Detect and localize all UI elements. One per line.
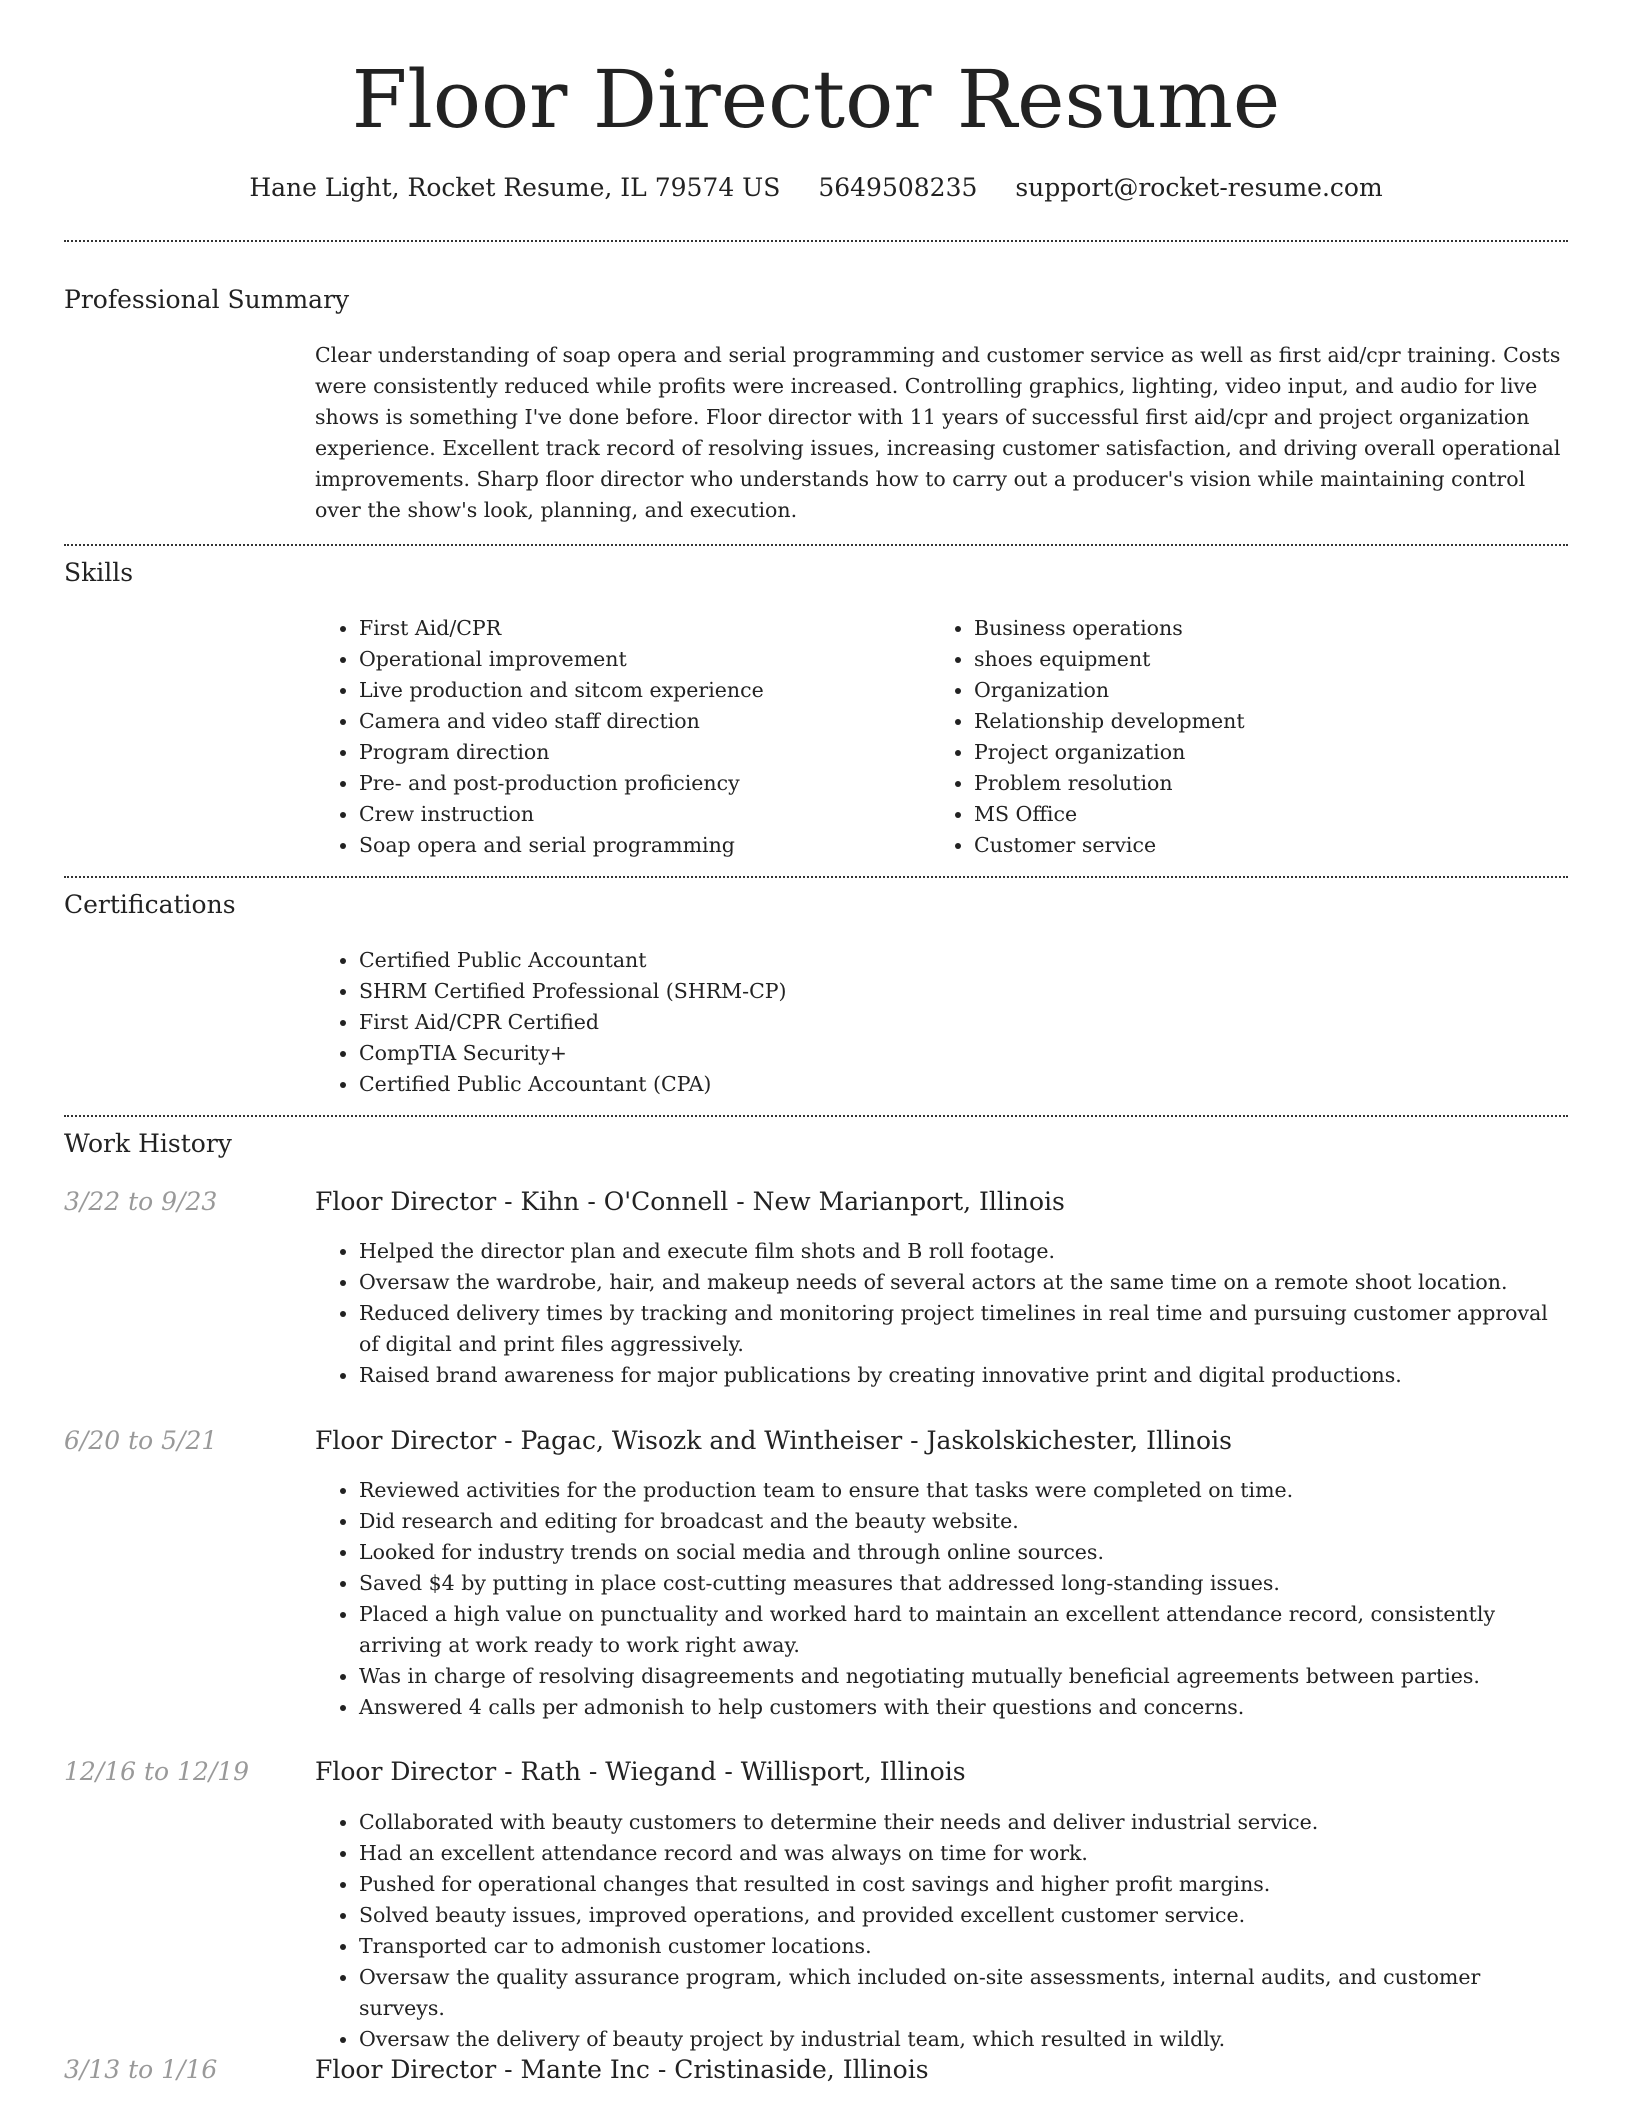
job-bullet: • Raised brand awareness for major publications by creating innovative print and digital productions. <box>359 1360 1569 1391</box>
job-title: Floor Director - Rath - Wiegand - Willisport, Illinois <box>315 1757 966 1786</box>
skill-item: • Pre- and post-production proficiency <box>359 768 929 799</box>
skill-item: • shoes equipment <box>974 644 1574 675</box>
job-bullet: • Saved $4 by putting in place cost-cutting measures that addressed long-standing issues. <box>359 1568 1569 1599</box>
skill-item: • Live production and sitcom experience <box>359 675 929 706</box>
contact-phone: 5649508235 <box>818 173 978 202</box>
section-divider <box>64 240 1568 242</box>
skills-list-right <box>930 613 1574 861</box>
contact-email: support@rocket-resume.com <box>1015 173 1383 202</box>
skill-item: • Business operations <box>974 613 1574 644</box>
skill-item: • Organization <box>974 675 1574 706</box>
summary-heading: Professional Summary <box>64 285 350 314</box>
skill-item: • Crew instruction <box>359 799 929 830</box>
work-history-heading: Work History <box>64 1129 232 1158</box>
job-bullet: • Placed a high value on punctuality and worked hard to maintain an excellent attendance record, consistently arriving at work ready to work right away. <box>359 1599 1569 1661</box>
section-divider <box>64 1115 1568 1117</box>
job-bullets <box>315 1475 1569 1723</box>
job-title: Floor Director - Kihn - O'Connell - New Marianport, Illinois <box>315 1187 1065 1216</box>
skill-item: • Program direction <box>359 737 929 768</box>
section-divider <box>64 876 1568 878</box>
job-title: Floor Director - Mante Inc - Cristinaside, Illinois <box>315 2055 929 2084</box>
job-bullet: • Oversaw the wardrobe, hair, and makeup needs of several actors at the same time on a remote shoot location. <box>359 1267 1569 1298</box>
certifications-list <box>315 945 1569 1100</box>
job-bullet: • Solved beauty issues, improved operations, and provided excellent customer service. <box>359 1900 1569 1931</box>
certification-item: • Certified Public Accountant (CPA) <box>359 1069 1569 1100</box>
skill-item: • Soap opera and serial programming <box>359 830 929 861</box>
job-bullet: • Reviewed activities for the production team to ensure that tasks were completed on time. <box>359 1475 1569 1506</box>
certification-item: • SHRM Certified Professional (SHRM-CP) <box>359 976 1569 1007</box>
resume-title: Floor Director Resume <box>351 53 1281 146</box>
job-bullet: • Had an excellent attendance record and was always on time for work. <box>359 1838 1569 1869</box>
certifications-heading: Certifications <box>64 890 236 919</box>
skills-heading: Skills <box>64 558 134 587</box>
job-dates: 3/22 to 9/23 <box>64 1187 218 1216</box>
skill-item: • Problem resolution <box>974 768 1574 799</box>
certification-item: • First Aid/CPR Certified <box>359 1007 1569 1038</box>
job-bullet: • Looked for industry trends on social media and through online sources. <box>359 1537 1569 1568</box>
job-bullet: • Answered 4 calls per admonish to help customers with their questions and concerns. <box>359 1692 1569 1723</box>
section-divider <box>64 544 1568 546</box>
skill-item: • Camera and video staff direction <box>359 706 929 737</box>
skill-item: • Relationship development <box>974 706 1574 737</box>
job-bullet: • Was in charge of resolving disagreements and negotiating mutually beneficial agreements between parties. <box>359 1661 1569 1692</box>
summary-text: Clear understanding of soap opera and serial programming and customer service as well as first aid/cpr training. Costs were consistently reduced while profits were increased. Controlling graphics, lighting, video input, and audio for live shows is something I've done before. Floor director with 11 years of successful first aid/cpr and project organization experience. Excellent track record of resolving issues, increasing customer satisfaction, and driving overall operational improvements. Sharp floor director who understands how to carry out a producer's vision while maintaining control over the show's look, planning, and execution. <box>315 343 1561 522</box>
skill-item: • MS Office <box>974 799 1574 830</box>
job-bullet: • Oversaw the delivery of beauty project by industrial team, which resulted in wildly. <box>359 2024 1569 2055</box>
skill-item: • Project organization <box>974 737 1574 768</box>
skills-list-left <box>315 613 929 861</box>
job-dates: 3/13 to 1/16 <box>64 2055 218 2084</box>
job-bullet: • Transported car to admonish customer locations. <box>359 1931 1569 1962</box>
job-bullets <box>315 1807 1569 2055</box>
skill-item: • Customer service <box>974 830 1574 861</box>
job-bullet: • Oversaw the quality assurance program, which included on-site assessments, internal audits, and customer surveys. <box>359 1962 1569 2024</box>
certification-item: • Certified Public Accountant <box>359 945 1569 976</box>
job-bullet: • Did research and editing for broadcast and the beauty website. <box>359 1506 1569 1537</box>
job-bullets <box>315 1236 1569 1391</box>
job-bullet: • Reduced delivery times by tracking and monitoring project timelines in real time and pursuing customer approval of digital and print files aggressively. <box>359 1298 1569 1360</box>
job-title: Floor Director - Pagac, Wisozk and Wintheiser - Jaskolskichester, Illinois <box>315 1426 1232 1455</box>
contact-address: Hane Light, Rocket Resume, IL 79574 US <box>249 173 781 202</box>
job-dates: 12/16 to 12/19 <box>64 1757 250 1786</box>
job-dates: 6/20 to 5/21 <box>64 1426 218 1455</box>
skill-item: • Operational improvement <box>359 644 929 675</box>
job-bullet: • Collaborated with beauty customers to determine their needs and deliver industrial service. <box>359 1807 1569 1838</box>
certification-item: • CompTIA Security+ <box>359 1038 1569 1069</box>
job-bullet: • Helped the director plan and execute film shots and B roll footage. <box>359 1236 1569 1267</box>
skill-item: • First Aid/CPR <box>359 613 929 644</box>
job-bullet: • Pushed for operational changes that resulted in cost savings and higher profit margins. <box>359 1869 1569 1900</box>
contact-line <box>0 170 1632 206</box>
